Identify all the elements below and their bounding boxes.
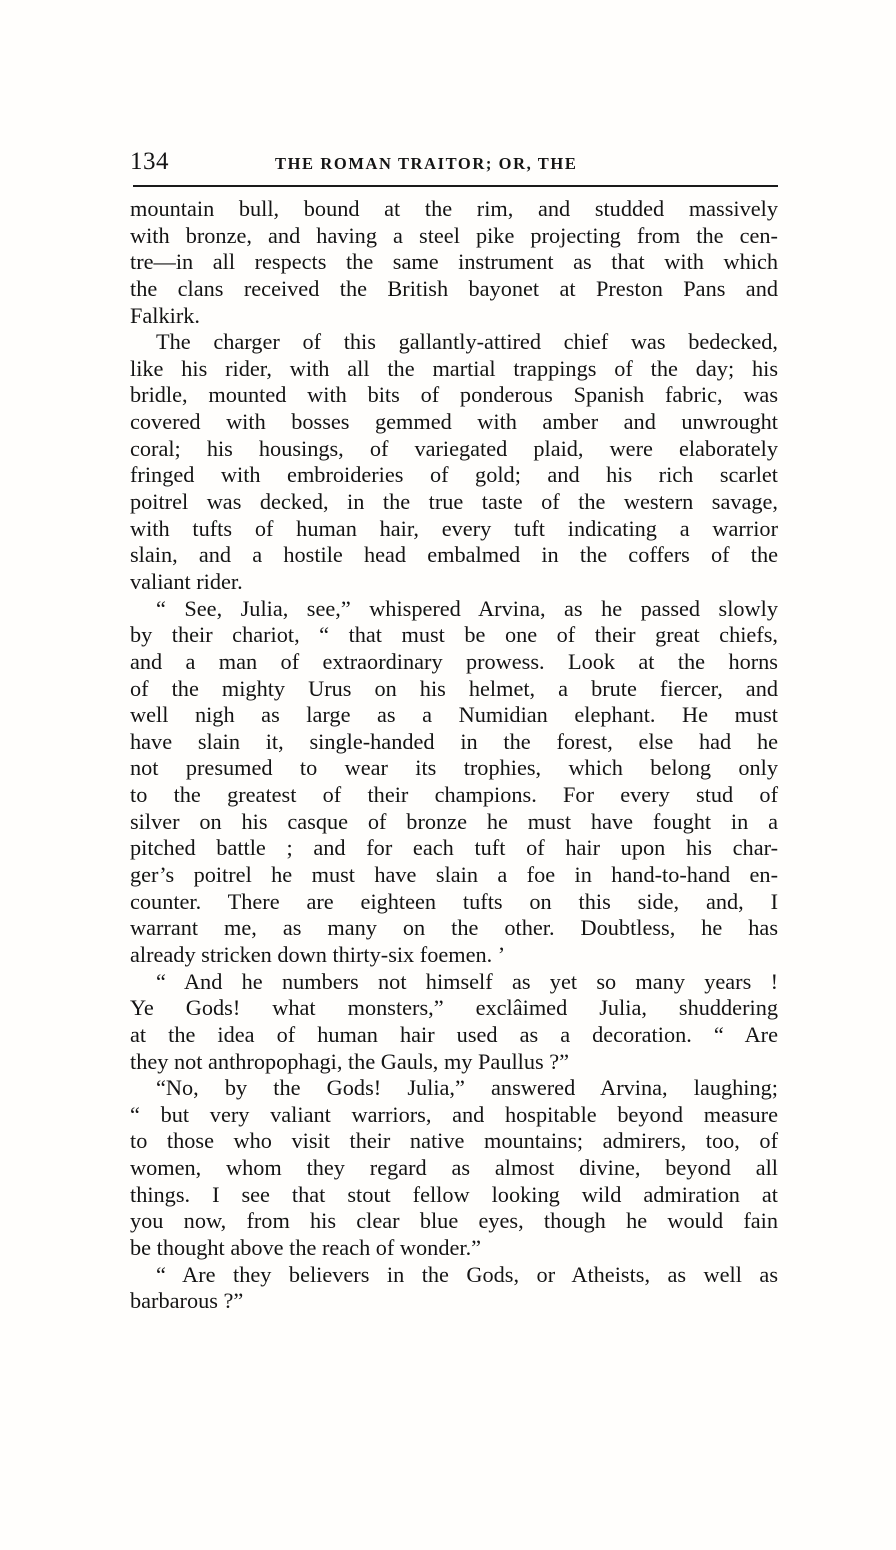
header-rule (133, 185, 778, 187)
text-line: counter. There are eighteen tufts on this side, and, I (130, 888, 778, 914)
text-line: at the idea of human hair used as a decoration. “ Are (130, 1021, 778, 1047)
text-line: Ye Gods! what monsters,” exclâimed Julia, shuddering (130, 995, 778, 1021)
text-line: already stricken down thirty-six foemen. ’ (130, 941, 506, 967)
text-line: “ See, Julia, see,” whispered Arvina, as he passed slowly (156, 595, 778, 621)
text-line: to the greatest of their champions. For every stud of (130, 782, 778, 808)
text-line: “ And he numbers not himself as yet so many years ! (156, 968, 778, 994)
text-line: covered with bosses gemmed with amber and unwrought (130, 409, 778, 435)
text-line: warrant me, as many on the other. Doubtless, he has (130, 915, 778, 941)
text-line: tre—in all respects the same instrument as that with which (130, 249, 778, 275)
text-line: with bronze, and having a steel pike projecting from the cen- (130, 222, 778, 248)
text-line: Falkirk. (130, 302, 200, 328)
text-line: and a man of extraordinary prowess. Look at the horns (130, 648, 778, 674)
text-line: like his rider, with all the martial trappings of the day; his (130, 355, 778, 381)
text-line: have slain it, single-handed in the forest, else had he (130, 728, 778, 754)
text-line: barbarous ?” (130, 1288, 244, 1314)
text-line: not presumed to wear its trophies, which belong only (130, 755, 778, 781)
text-line: “No, by the Gods! Julia,” answered Arvina, laughing; (156, 1075, 778, 1101)
text-line: coral; his housings, of variegated plaid, were elaborately (130, 435, 778, 461)
text-line: silver on his casque of bronze he must have fought in a (130, 808, 778, 834)
text-line: to those who visit their native mountains; admirers, too, of (130, 1128, 778, 1154)
text-line: fringed with embroideries of gold; and his rich scarlet (130, 462, 778, 488)
text-line: “ Are they believers in the Gods, or Atheists, as well as (156, 1261, 778, 1287)
text-line: women, whom they regard as almost divine, beyond all (130, 1155, 778, 1181)
text-line: the clans received the British bayonet at Preston Pans and (130, 275, 778, 301)
text-line: valiant rider. (130, 568, 243, 594)
text-line: well nigh as large as a Numidian elephant. He must (130, 702, 778, 728)
running-title: THE ROMAN TRAITOR; OR, THE (275, 154, 578, 173)
text-line: bridle, mounted with bits of ponderous Spanish fabric, was (130, 382, 778, 408)
text-line: ger’s poitrel he must have slain a foe in hand-to-hand en- (130, 862, 778, 888)
text-line: they not anthropophagi, the Gauls, my Paullus ?” (130, 1048, 570, 1074)
running-header (130, 148, 780, 180)
text-line: slain, and a hostile head embalmed in the coffers of the (130, 542, 778, 568)
text-line: things. I see that stout fellow looking wild admiration at (130, 1181, 778, 1207)
text-line: mountain bull, bound at the rim, and studded massively (130, 196, 778, 221)
text-line: “ but very valiant warriors, and hospitable beyond measure (130, 1101, 778, 1127)
text-line: of the mighty Urus on his helmet, a brute fiercer, and (130, 675, 778, 701)
page-number: 134 (130, 148, 169, 175)
text-line: you now, from his clear blue eyes, though he would fain (130, 1208, 778, 1234)
text-line: pitched battle ; and for each tuft of hair upon his char- (130, 835, 778, 861)
body-text (130, 196, 778, 1315)
text-line: poitrel was decked, in the true taste of the western savage, (130, 489, 778, 515)
text-line: by their chariot, “ that must be one of their great chiefs, (130, 622, 778, 648)
text-line: be thought above the reach of wonder.” (130, 1234, 482, 1260)
text-line: with tufts of human hair, every tuft indicating a warrior (130, 515, 778, 541)
text-line: The charger of this gallantly-attired chief was bedecked, (156, 329, 778, 355)
